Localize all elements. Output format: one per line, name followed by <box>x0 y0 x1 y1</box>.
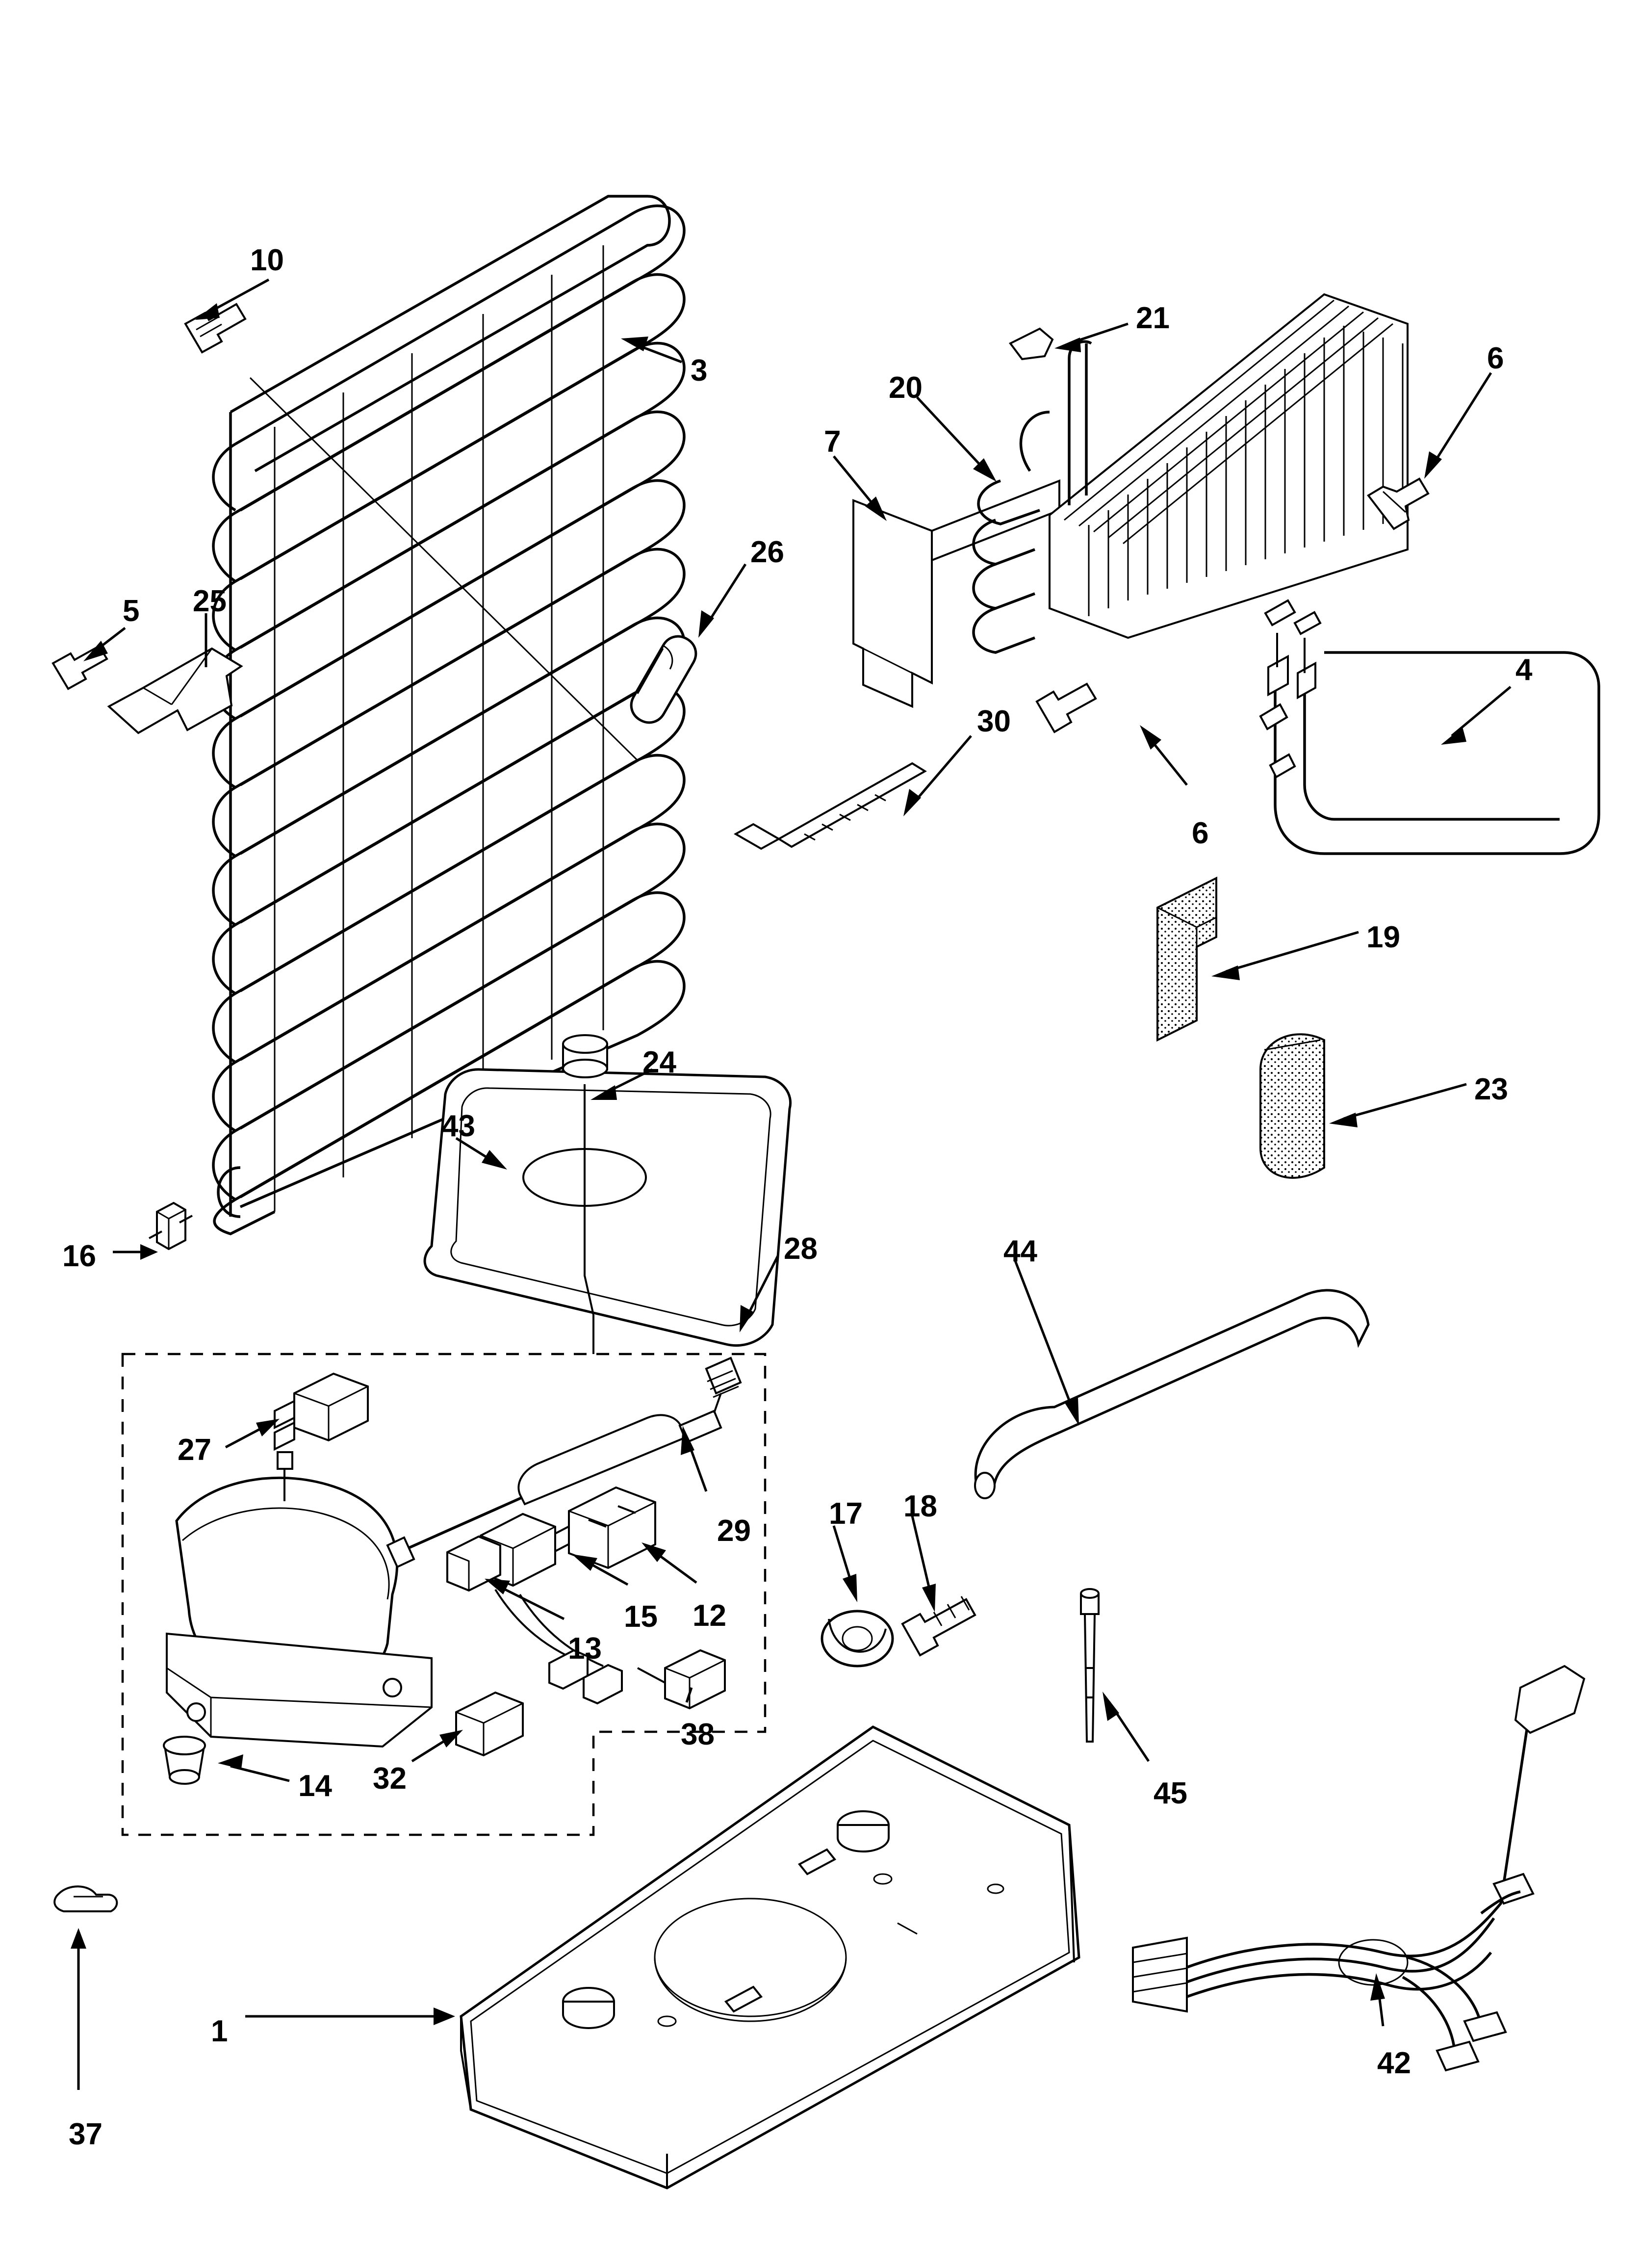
pin-part-45 <box>1081 1589 1099 1742</box>
callout-15: 15 <box>624 1600 658 1634</box>
callout-13: 13 <box>568 1632 602 1666</box>
callout-37: 37 <box>69 2117 103 2151</box>
callout-30: 30 <box>977 704 1011 738</box>
callout-10: 10 <box>250 243 284 277</box>
defrost-heater-part-4 <box>1260 600 1599 854</box>
callout-6-top-right: 6 <box>1487 341 1504 375</box>
callout-1: 1 <box>211 2014 228 2048</box>
callout-12: 12 <box>693 1599 726 1633</box>
bracket-part-25 <box>109 649 241 733</box>
callout-6-bottom: 6 <box>1192 816 1209 850</box>
callout-23: 23 <box>1474 1072 1508 1106</box>
bumper-part-17 <box>822 1611 893 1666</box>
foam-part-19 <box>1157 878 1216 1040</box>
callout-16: 16 <box>62 1239 96 1273</box>
callout-27: 27 <box>178 1433 211 1467</box>
callout-32: 32 <box>373 1762 407 1796</box>
callout-5: 5 <box>123 594 140 628</box>
connector-part-38 <box>665 1650 725 1708</box>
callout-25: 25 <box>193 584 227 618</box>
callout-14: 14 <box>298 1769 332 1803</box>
callout-17: 17 <box>829 1497 863 1531</box>
drain-pan-part-43 <box>425 1035 791 1354</box>
callout-21: 21 <box>1136 301 1170 335</box>
callout-3: 3 <box>691 354 708 388</box>
clip-part-37 <box>54 1886 117 1911</box>
wire-harness-part-42 <box>1133 1666 1584 2070</box>
callout-44: 44 <box>1003 1234 1037 1268</box>
callout-45: 45 <box>1154 1776 1187 1810</box>
tube-part-44 <box>975 1290 1368 1498</box>
connector-part-32 <box>456 1693 523 1755</box>
callout-20: 20 <box>889 371 923 405</box>
callout-26: 26 <box>750 535 784 569</box>
compressor-assembly <box>164 1452 432 1784</box>
clip-part-16 <box>149 1203 192 1249</box>
callout-43: 43 <box>441 1109 475 1143</box>
callout-24: 24 <box>642 1045 676 1079</box>
callout-4: 4 <box>1515 653 1533 687</box>
callout-38: 38 <box>681 1718 715 1751</box>
screw-part-18 <box>902 1596 975 1655</box>
callout-28: 28 <box>784 1232 818 1266</box>
drier-part-26 <box>631 636 696 723</box>
callout-29: 29 <box>717 1514 751 1548</box>
callout-42: 42 <box>1377 2046 1411 2080</box>
relay-part-27 <box>275 1374 368 1449</box>
screw-part-6-bottom <box>1037 684 1096 732</box>
evaporator-assembly <box>853 294 1408 706</box>
callout-7: 7 <box>824 425 841 459</box>
base-pan-part-1 <box>461 1727 1079 2188</box>
foam-part-23 <box>1260 1034 1324 1178</box>
callout-18: 18 <box>903 1489 937 1523</box>
callout-19: 19 <box>1366 920 1400 954</box>
tie-strap-part-30 <box>736 763 925 849</box>
